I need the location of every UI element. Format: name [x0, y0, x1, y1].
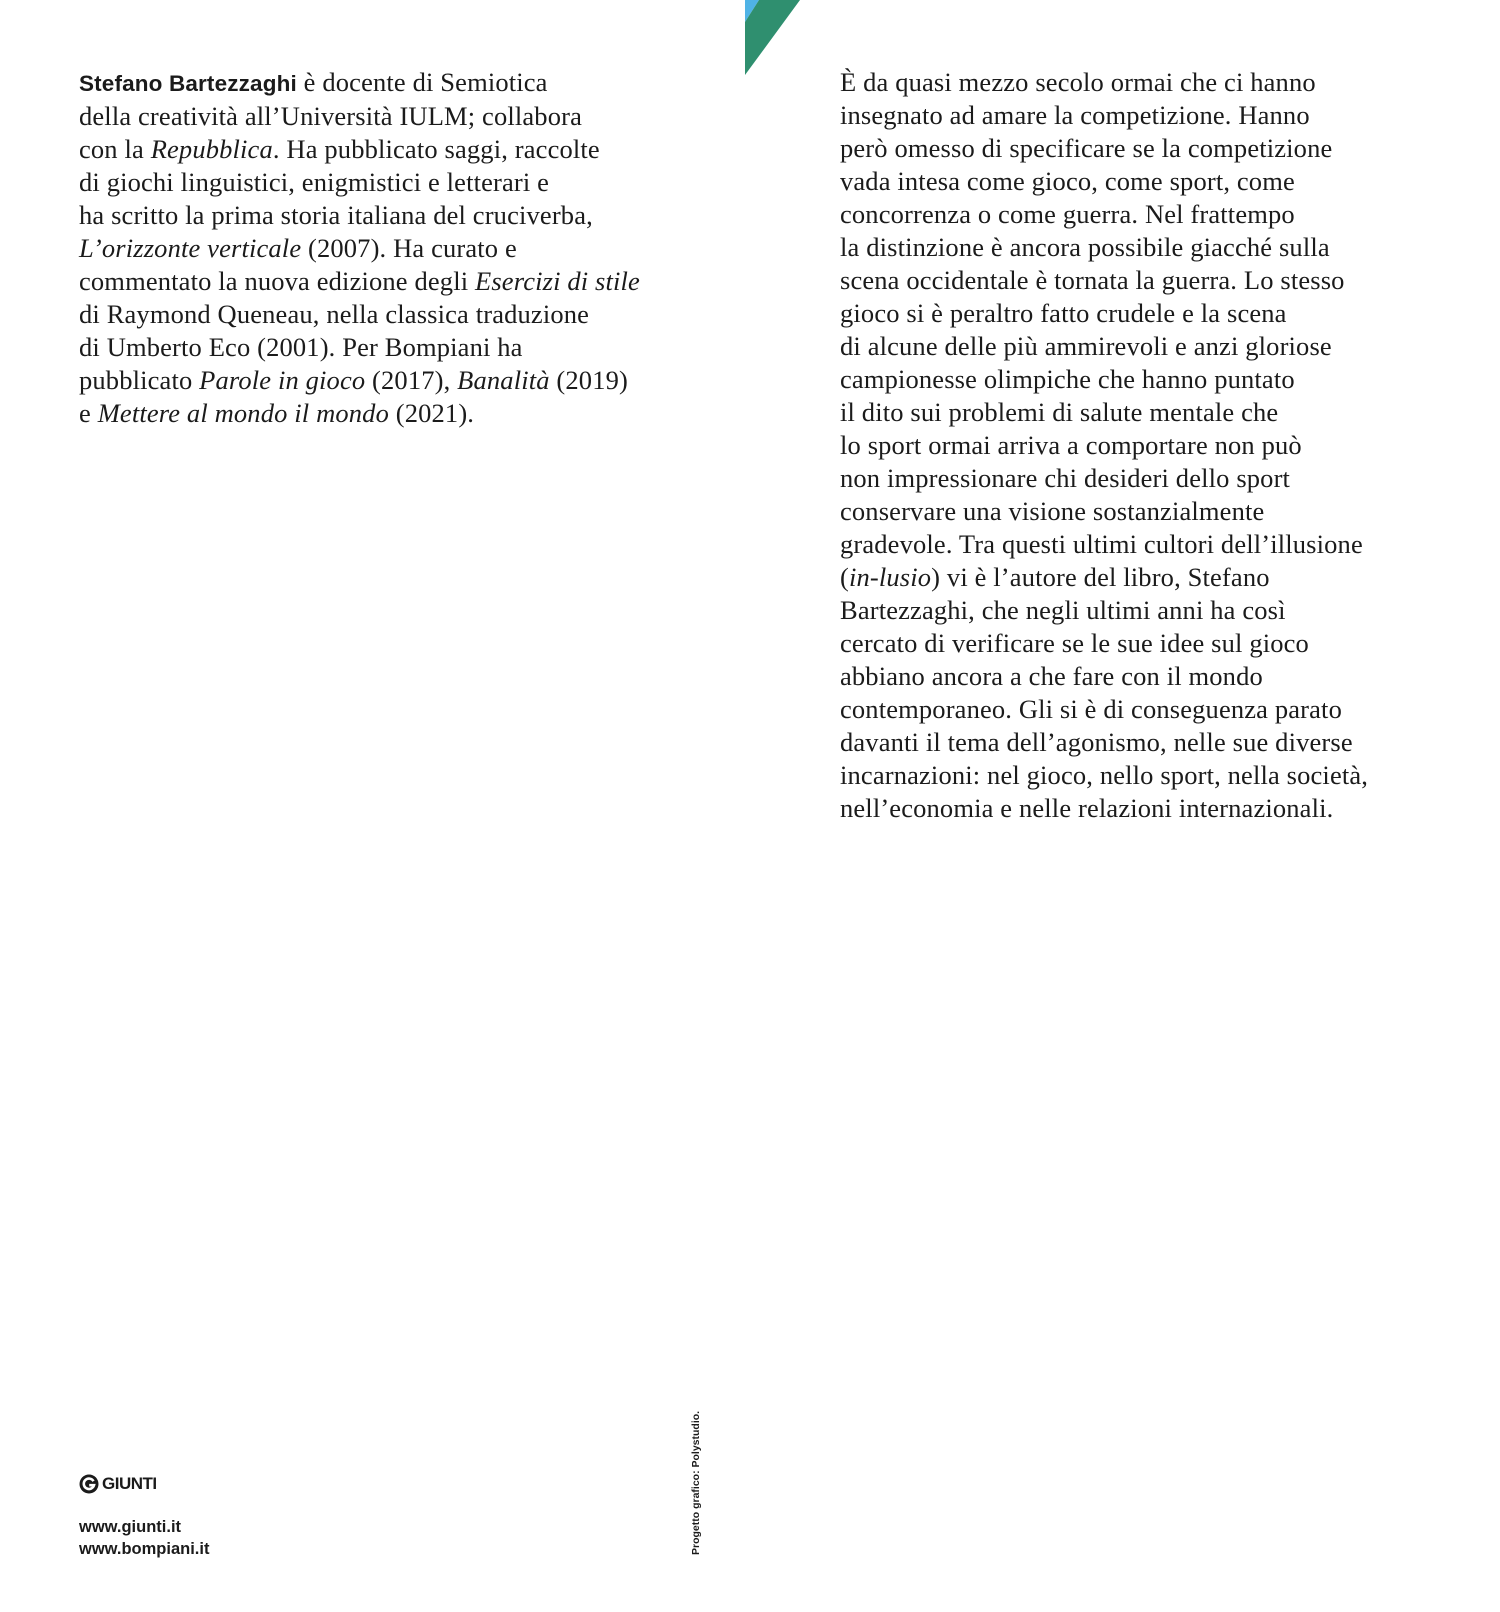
blurb-line: insegnato ad amare la competizione. Hanno [840, 100, 1310, 130]
title-mettere-al-mondo: Mettere al mondo il mondo [97, 398, 389, 428]
design-credit: Progetto grafico: Polystudio. [690, 1410, 702, 1555]
publisher-block [79, 1474, 209, 1560]
blurb-line: non impressionare chi desideri dello sport [840, 463, 1291, 493]
giunti-link[interactable]: www.giunti.it [79, 1518, 182, 1536]
bio-line: Stefano Bartezzaghi è docente di Semiotica [79, 67, 548, 97]
blurb-line: vada intesa come gioco, come sport, come [840, 166, 1295, 196]
blurb-line: gradevole. Tra questi ultimi cultori dell’illusione [840, 529, 1363, 559]
blurb-line: conservare una visione sostanzialmente [840, 496, 1265, 526]
bio-line: con la Repubblica. Ha pubblicato saggi, raccolte [79, 134, 600, 164]
book-blurb [840, 66, 1460, 825]
title-orizzonte-verticale: L’orizzonte verticale [79, 233, 302, 263]
blurb-line: scena occidentale è tornata la guerra. Lo stesso [840, 265, 1345, 295]
bio-line: e Mettere al mondo il mondo (2021). [79, 398, 475, 428]
title-parole-in-gioco: Parole in gioco [199, 365, 366, 395]
blurb-line: abbiano ancora a che fare con il mondo [840, 661, 1263, 691]
blurb-line: gioco si è peraltro fatto crudele e la scena [840, 298, 1287, 328]
publisher-links [79, 1516, 209, 1560]
blurb-line: campionesse olimpiche che hanno puntato [840, 364, 1295, 394]
logo-text: GIUNTI [102, 1474, 157, 1493]
blurb-line: Bartezzaghi, che negli ultimi anni ha così [840, 595, 1286, 625]
blurb-line: (in-lusio) vi è l’autore del libro, Stefano [840, 562, 1270, 592]
bio-line: di Raymond Queneau, nella classica traduzione [79, 299, 590, 329]
blurb-line: incarnazioni: nel gioco, nello sport, nella società, [840, 760, 1369, 790]
bio-line: della creatività all’Università IULM; collabora [79, 101, 582, 131]
blurb-line: cercato di verificare se le sue idee sul gioco [840, 628, 1309, 658]
blurb-line: È da quasi mezzo secolo ormai che ci hanno [840, 67, 1316, 97]
bio-line: pubblicato Parole in gioco (2017), Banalità (2019) [79, 365, 628, 395]
blurb-line: davanti il tema dell’agonismo, nelle sue diverse [840, 727, 1353, 757]
blurb-line: lo sport ormai arriva a comportare non può [840, 430, 1302, 460]
blurb-line: nell’economia e nelle relazioni internazionali. [840, 793, 1334, 823]
bio-line: commentato la nuova edizione degli Esercizi di stile [79, 266, 640, 296]
term-in-lusio: in-lusio [848, 562, 932, 592]
blurb-line: però omesso di specificare se la competizione [840, 133, 1333, 163]
title-esercizi-di-stile: Esercizi di stile [475, 266, 640, 296]
bio-line: di giochi linguistici, enigmistici e letterari e [79, 167, 550, 197]
blurb-line: il dito sui problemi di salute mentale che [840, 397, 1279, 427]
title-banalita: Banalità [457, 365, 550, 395]
bio-line: ha scritto la prima storia italiana del cruciverba, [79, 200, 593, 230]
blurb-line: contemporaneo. Gli si è di conseguenza parato [840, 694, 1342, 724]
blurb-line: la distinzione è ancora possibile giacché sulla [840, 232, 1330, 262]
bompiani-link[interactable]: www.bompiani.it [79, 1540, 210, 1558]
title-repubblica: Repubblica [150, 134, 273, 164]
giunti-g-icon [79, 1474, 99, 1494]
corner-stripe-decoration [745, 0, 805, 80]
author-name: Stefano Bartezzaghi [79, 71, 297, 96]
bio-line: L’orizzonte verticale (2007). Ha curato e [79, 233, 517, 263]
giunti-logo [79, 1474, 209, 1494]
blurb-line: di alcune delle più ammirevoli e anzi gloriose [840, 331, 1332, 361]
blurb-line: concorrenza o come guerra. Nel frattempo [840, 199, 1295, 229]
author-bio [79, 66, 719, 430]
bio-line: di Umberto Eco (2001). Per Bompiani ha [79, 332, 523, 362]
